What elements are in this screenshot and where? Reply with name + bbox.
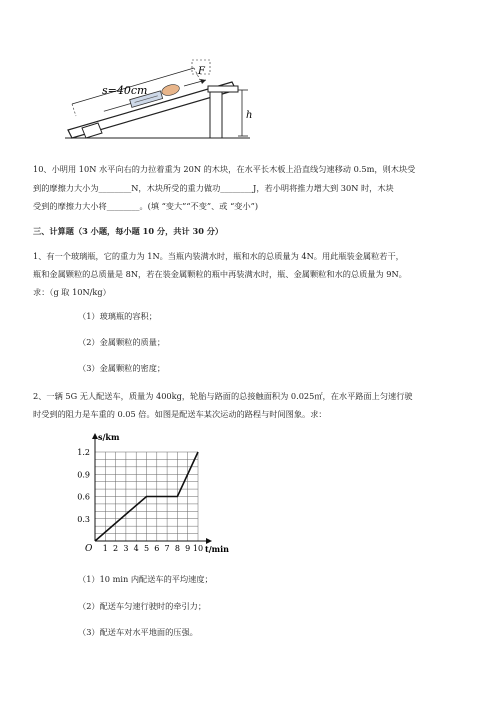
y-tick-label: 0.9 [77,470,90,480]
section3-heading: 三、计算题（3 小题，每小题 10 分，共计 30 分） [33,226,224,236]
x-tick-label: 2 [113,544,119,553]
p1-sub3: （3）金属颗粒的密度； [78,363,166,373]
p2-line1: 2、一辆 5G 无人配送车，质量为 400kg，轮胎与路面的总接触面积为 0.025㎡，在水平路面上匀速行驶 [33,391,413,401]
x-tick-label: 1 [102,544,108,553]
p2-line2: 时受到的阻力是车重的 0.05 倍。如图是配送车某次运动的路程与时间图象。求： [33,409,327,419]
force-label: F [198,66,205,77]
x-tick-label: 6 [154,544,160,553]
distance-label: s=40cm [102,84,148,97]
p2-sub3: （3）配送车对水平地面的压强。 [78,627,198,637]
p1-line1: 1、有一个玻璃瓶，它的重力为 1N。当瓶内装满水时，瓶和水的总质量为 4N。用此瓶装金属粒若干， [33,251,404,261]
support-top [208,86,238,92]
origin-label: O [85,544,93,554]
x-tick-label: 7 [164,544,170,553]
q10-line3: 受到的摩擦力大小将________。(填 “变大”“不变”、或 “变小”) [33,201,259,211]
x-tick-label: 3 [123,544,129,553]
x-tick-label: 9 [185,544,191,553]
p1-sub1: （1）玻璃瓶的容积； [78,311,157,321]
x-axis-label: t/min [205,544,229,554]
p1-line2: 瓶和金属颗粒的总质量是 8N，若在装金属颗粒的瓶中再装满水时，瓶、金属颗粒和水的总质量为 9N。 [33,269,407,279]
y-axis-label: s/km [98,432,120,442]
p1-sub2: （2）金属颗粒的质量； [78,337,166,347]
p2-sub1: （1）10 min 内配送车的平均速度； [78,574,213,584]
x-tick-label: 8 [174,544,180,553]
p2-sub2: （2）配送车匀速行驶时的牵引力； [78,601,207,611]
support-post [210,92,222,138]
y-tick-label: 0.3 [77,514,90,524]
q10-line2: 到的摩擦力大小为________N，木块所受的重力做功________J，若小明将推力增大到 30N 时，木块 [33,183,394,193]
q10-line1: 10、小明用 10N 水平向右的力拉着重为 20N 的木块，在水平长木板上沿直线匀速移动 0.5m，则木块受 [33,164,416,174]
x-tick-label: 5 [143,544,150,553]
incline-figure [60,50,265,150]
x-tick-label: 10 [192,544,204,553]
y-tick-label: 1.2 [77,448,90,457]
height-label: h [246,110,253,121]
distance-time-chart [65,428,245,558]
y-tick-label: 0.6 [77,492,90,502]
x-tick-label: 4 [133,544,139,553]
p1-line3: 求：（g 取 10N/kg） [33,287,111,297]
